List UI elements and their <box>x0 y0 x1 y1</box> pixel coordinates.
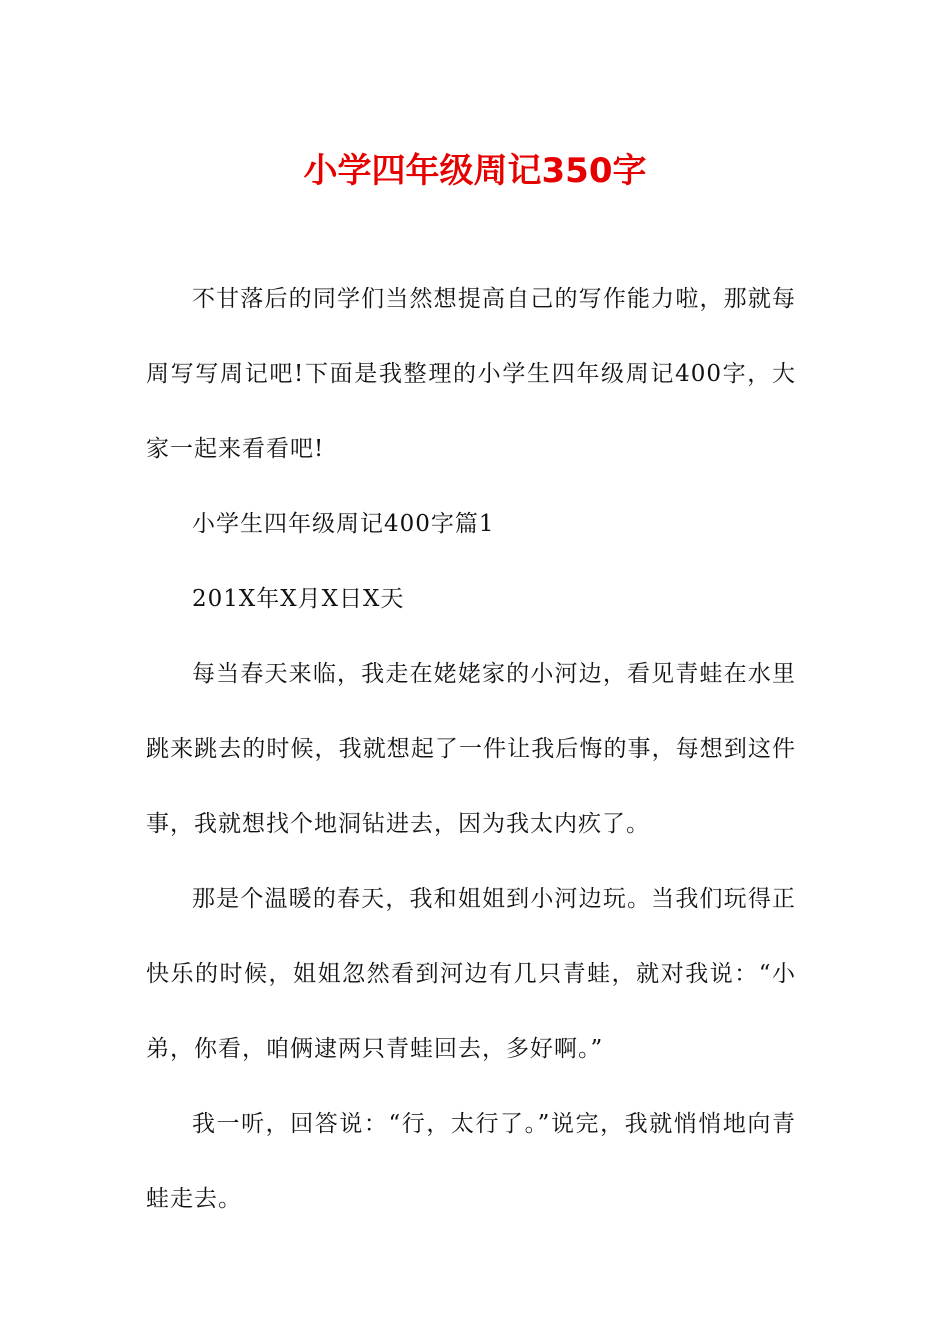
section-heading: 小学生四年级周记400字篇1 <box>192 511 495 537</box>
intro-paragraph: 不甘落后的同学们当然想提高自己的写作能力啦，那就每周写写周记吧!下面是我整理的小学生四年级周记400字，大家一起来看看吧! <box>146 286 796 462</box>
body-paragraph: 每当春天来临，我走在姥姥家的小河边，看见青蛙在水里跳来跳去的时候，我就想起了一件让我后悔的事，每想到这件事，我就想找个地洞钻进去，因为我太内疚了。 <box>146 661 796 837</box>
date-line: 201X年X月X日X天 <box>192 586 405 612</box>
document-title: 小学四年级周记350字 <box>303 151 647 191</box>
document-body <box>146 262 796 1237</box>
body-paragraph: 我一听，回答说：“行，太行了。”说完，我就悄悄地向青蛙走去。 <box>146 1111 796 1212</box>
body-paragraph: 那是个温暖的春天，我和姐姐到小河边玩。当我们玩得正快乐的时候，姐姐忽然看到河边有几只青蛙，就对我说：“小弟，你看，咱俩逮两只青蛙回去，多好啊。” <box>146 886 796 1062</box>
